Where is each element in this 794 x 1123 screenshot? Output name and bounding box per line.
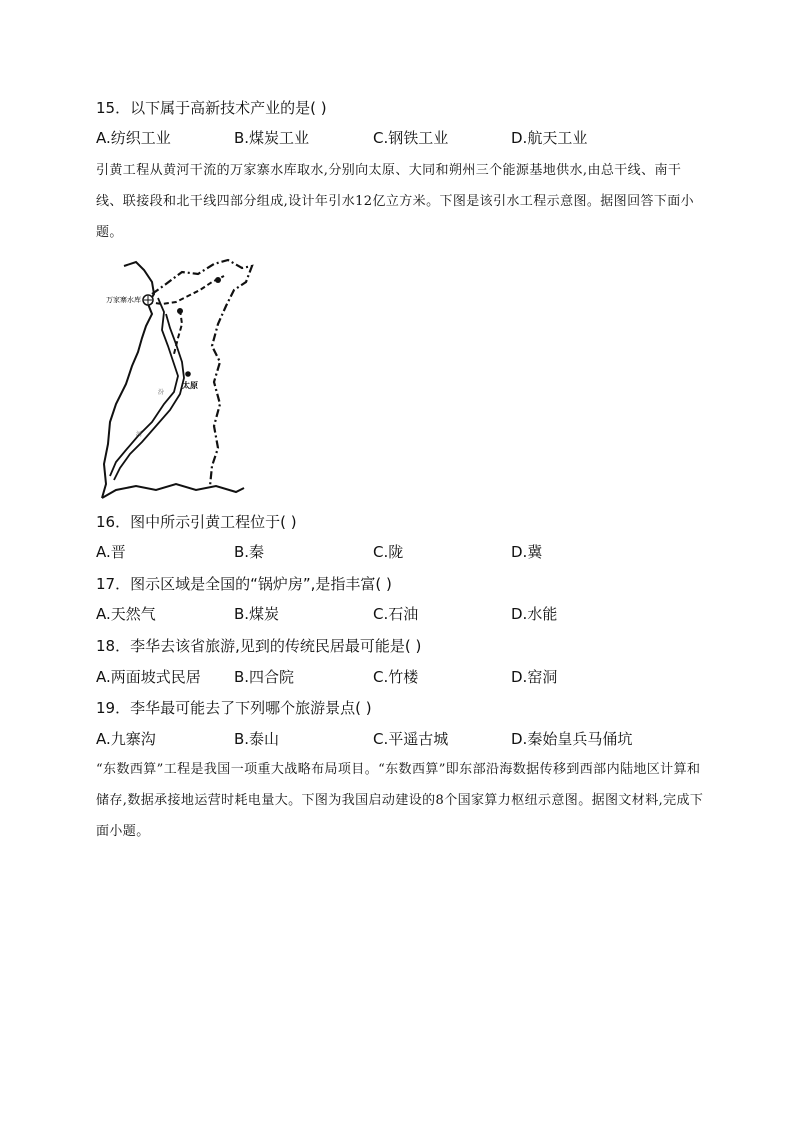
label-fen-river-1: 汾: [158, 389, 165, 396]
water-diversion-map: [96, 254, 258, 502]
q18-option-a[interactable]: A.两面坡式民居: [96, 668, 201, 686]
q19-option-b[interactable]: B.泰山: [234, 730, 280, 748]
q15-option-b[interactable]: B.煤炭工业: [234, 129, 310, 147]
q17-option-a[interactable]: A.天然气: [96, 605, 156, 623]
q19-option-d[interactable]: D.秦始皇兵马俑坑: [511, 730, 633, 748]
q15-option-a[interactable]: A.纺织工业: [96, 129, 171, 147]
question-18-stem: 18．李华去该省旅游,见到的传统民居最可能是( ): [96, 637, 422, 655]
label-fen-river-2: 河: [136, 431, 143, 438]
q16-option-c[interactable]: C.陇: [373, 543, 404, 561]
passage-yellow-river-project: 引黄工程从黄河干流的万家寨水库取水,分别向太原、大同和朔州三个能源基地供水,由总干线、南干线、联接段和北干线四部分组成,设计年引水12亿立方米。下图是该引水工程示意图。据图回答下面小题。: [96, 163, 695, 240]
question-19-stem: 19．李华最可能去了下列哪个旅游景点( ): [96, 699, 372, 717]
q18-option-c[interactable]: C.竹楼: [373, 668, 419, 686]
label-taiyuan: 太原: [182, 381, 198, 390]
q17-option-c[interactable]: C.石油: [373, 605, 419, 623]
question-16-stem: 16．图中所示引黄工程位于( ): [96, 513, 297, 531]
q15-option-d[interactable]: D.航天工业: [511, 129, 588, 147]
q16-option-d[interactable]: D.冀: [511, 543, 543, 561]
q18-option-b[interactable]: B.四合院: [234, 668, 295, 686]
q19-option-c[interactable]: C.平遥古城: [373, 730, 449, 748]
q17-option-b[interactable]: B.煤炭: [234, 605, 280, 623]
q16-option-b[interactable]: B.秦: [234, 543, 265, 561]
q18-option-d[interactable]: D.窑洞: [511, 668, 558, 686]
question-15-stem: 15．以下属于高新技术产业的是( ): [96, 99, 327, 117]
q16-option-a[interactable]: A.晋: [96, 543, 126, 561]
q15-option-c[interactable]: C.钢铁工业: [373, 129, 449, 147]
q17-option-d[interactable]: D.水能: [511, 605, 558, 623]
question-17-stem: 17．图示区域是全国的“锅炉房”,是指丰富( ): [96, 575, 392, 593]
q19-option-a[interactable]: A.九寨沟: [96, 730, 156, 748]
label-wanjiazhai-reservoir: 万家寨水库: [106, 296, 141, 304]
passage-east-data-west-computing: “东数西算”工程是我国一项重大战略布局项目。“东数西算”即东部沿海数据传移到西部内陆地区计算和储存,数据承接地运营时耗电量大。下图为我国启动建设的8个国家算力枢纽示意图。据图文材料,完成下面小题。: [96, 762, 704, 839]
